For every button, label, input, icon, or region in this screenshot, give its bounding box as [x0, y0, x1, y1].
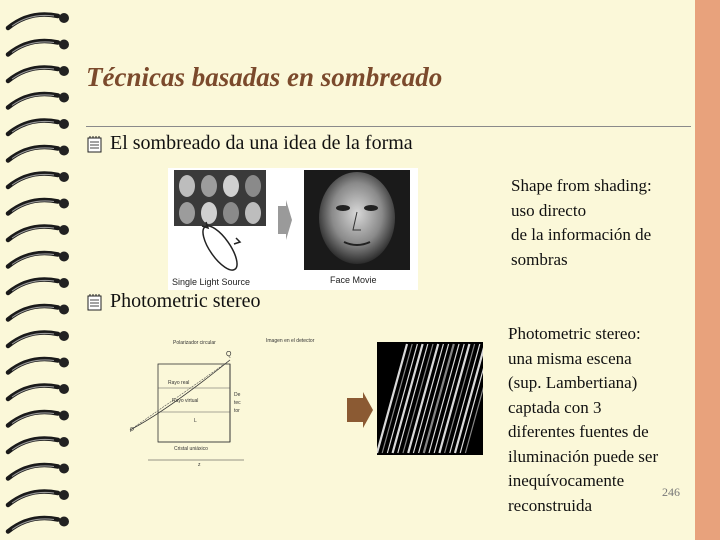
notepad-bullet-icon: [86, 293, 104, 311]
length-l-label: L: [194, 418, 197, 424]
face-thumbnail-grid: [174, 170, 266, 226]
spiral-binding: [0, 0, 80, 540]
virtual-ray-label: Rayo virtual: [172, 398, 199, 404]
spiral-ring-icon: [8, 490, 69, 505]
title-divider: [86, 126, 691, 127]
spiral-ring-icon: [8, 384, 69, 399]
spiral-ring-icon: [8, 252, 69, 267]
spiral-ring-icon: [8, 119, 69, 134]
spiral-ring-icon: [8, 517, 69, 532]
real-ray-label: Rayo real: [168, 380, 190, 386]
face-montage-figure: [168, 168, 418, 290]
spiral-ring-icon: [8, 66, 69, 81]
point-p-label: P: [130, 428, 135, 434]
detector-image-label: Imagen en el detector: [266, 338, 315, 344]
spiral-ring-icon: [8, 305, 69, 320]
face-movie-caption: Face Movie: [330, 275, 377, 285]
face-movie-frame: [304, 170, 410, 270]
spiral-ring-icon: [8, 278, 69, 293]
spiral-ring-icon: [8, 93, 69, 108]
page-number: 246: [662, 485, 680, 499]
spiral-ring-icon: [8, 358, 69, 373]
polarizer-label: Polarizador circular: [173, 340, 216, 346]
spiral-ring-icon: [8, 146, 69, 161]
crystal-label: Cristal uniáxico: [174, 446, 208, 452]
spiral-ring-icon: [8, 199, 69, 214]
spiral-ring-icon: [8, 437, 69, 452]
point-q-label: Q: [226, 351, 232, 358]
bullet-label: El sombreado da una idea de la forma: [110, 132, 413, 154]
spiral-ring-icon: [8, 331, 69, 346]
slide-title: Técnicas basadas en sombreado: [86, 62, 443, 92]
photometric-diagram: [118, 330, 318, 470]
detector-label-3: tor: [234, 408, 240, 414]
notepad-bullet-icon: [86, 135, 104, 153]
bullet-label: Photometric stereo: [110, 290, 261, 312]
z-axis-label: z: [198, 462, 201, 468]
shape-from-shading-note: Shape from shading: uso directo de la información de sombras: [511, 176, 652, 269]
detector-label-1: De: [234, 392, 241, 398]
bullet-photometric: [86, 290, 261, 313]
photometric-stripes-image: [377, 342, 483, 455]
spiral-ring-icon: [8, 464, 69, 479]
spiral-ring-icon: [8, 225, 69, 240]
photometric-stereo-note: Photometric stereo: una misma escena (sup. Lambertiana) captada con 3 diferentes fuentes de iluminación puede ser inequívocamente reconstruida: [508, 324, 659, 515]
spiral-ring-icon: [8, 40, 69, 55]
bullet-shading: [86, 132, 413, 155]
right-arrow-icon: [345, 390, 375, 430]
spiral-ring-icon: [8, 411, 69, 426]
spiral-ring-icon: [8, 172, 69, 187]
single-light-source-caption: Single Light Source: [172, 277, 251, 287]
detector-label-2: tec: [234, 400, 241, 406]
spiral-ring-icon: [8, 13, 69, 28]
